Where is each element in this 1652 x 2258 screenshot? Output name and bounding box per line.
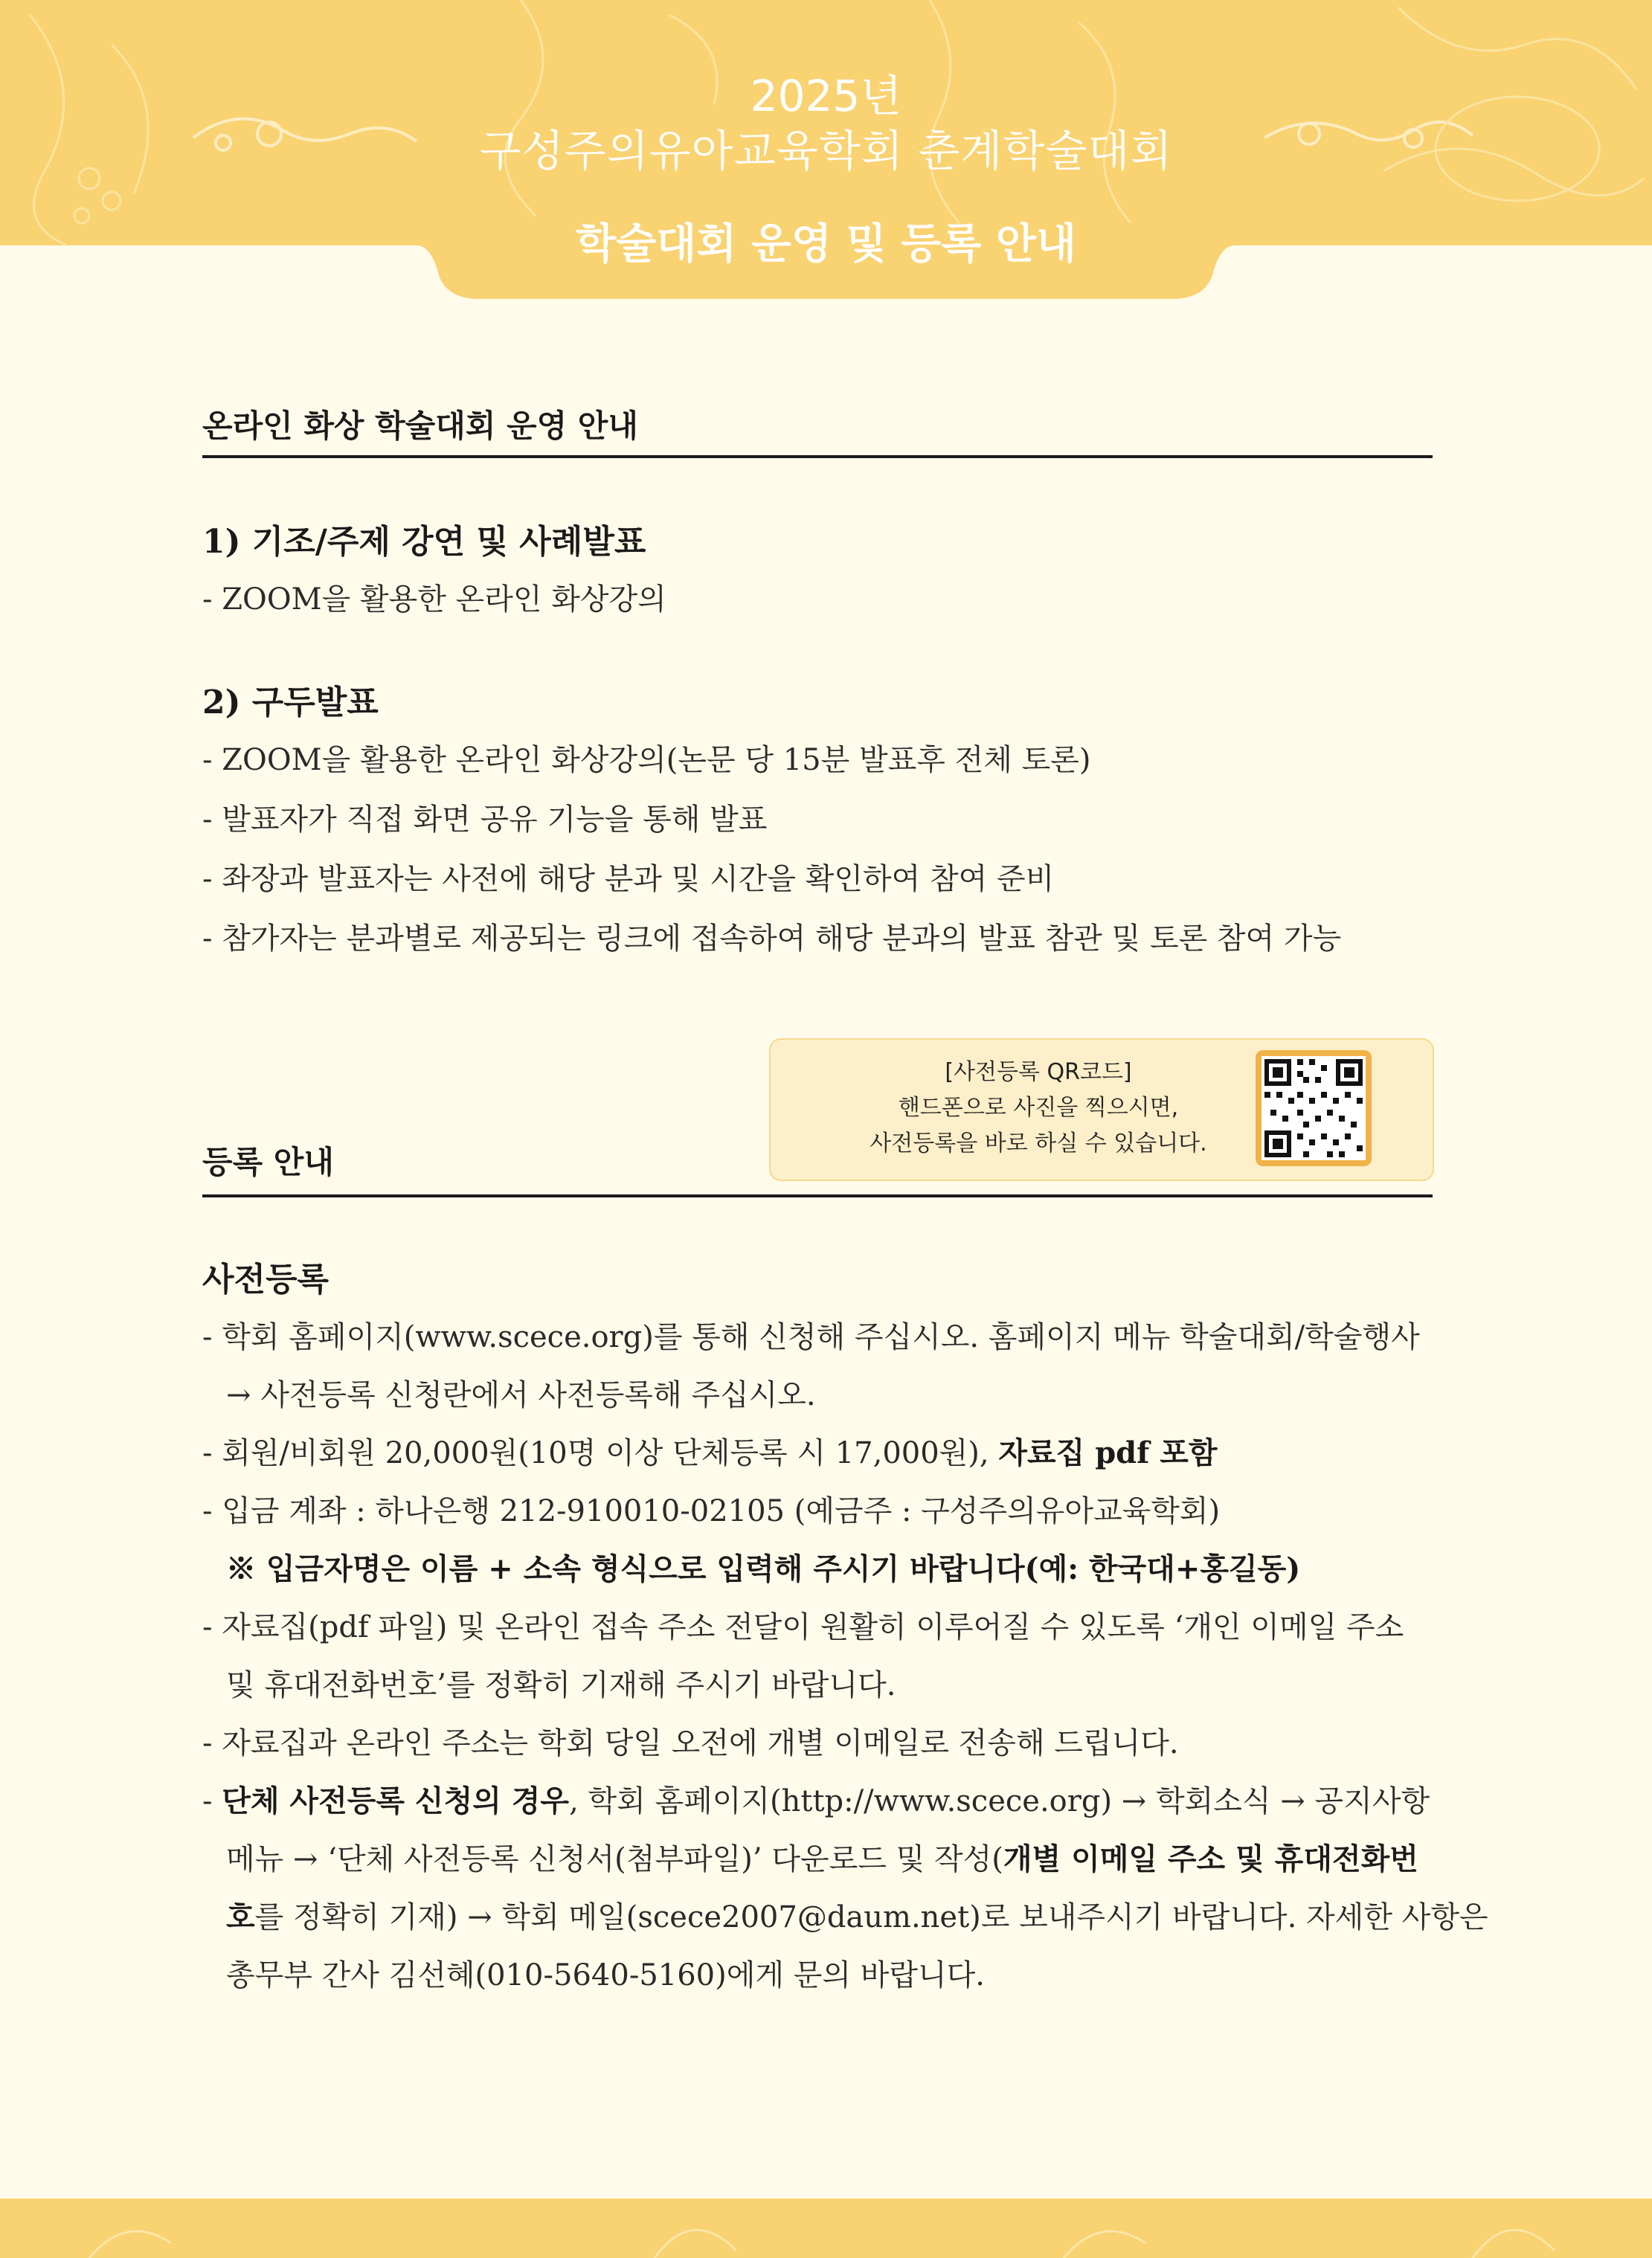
section-title-registration: 등록 안내 [202, 1144, 334, 1180]
bank-account-line: - 입금 계좌 : 하나은행 212-910010-02105 (예금주 : 구성주의유아교육학회) [202, 1494, 1221, 1528]
subheading-oral: 2) 구두발표 [202, 683, 379, 721]
list-item: - ZOOM을 활용한 온라인 화상강의 [202, 582, 666, 617]
list-item: - ZOOM을 활용한 온라인 화상강의(논문 당 15분 발표후 전체 토론) [202, 743, 1091, 777]
footer-band [0, 2199, 1652, 2258]
section-title-online: 온라인 화상 학술대회 운영 안내 [202, 408, 638, 444]
paragraph-line [202, 1778, 1430, 1820]
paragraph-line: → 사전등록 신청란에서 사전등록해 주십시오. [226, 1378, 816, 1412]
list-item: - 참가자는 분과별로 제공되는 링크에 접속하여 해당 분과의 발표 참관 및 토론 참여 가능 [202, 921, 1342, 956]
bold-text: 단체 사전등록 신청의 경우 [222, 1783, 570, 1818]
text-run: , 학회 홈페이지(http://www.scece.org) → 학회소식 → 공지사항 [569, 1784, 1430, 1818]
header-subtitle: 학술대회 운영 및 등록 안내 [575, 220, 1077, 268]
paragraph-line [226, 1894, 1488, 1936]
header-year: 2025년 [750, 71, 902, 121]
contact-line: 총무부 간사 김선혜(010-5640-5160)에게 문의 바랍니다. [226, 1958, 985, 1992]
text-run: 메뉴 → ‘단체 사전등록 신청서(첨부파일)’ 다운로드 및 작성( [226, 1842, 1003, 1876]
bold-text: 자료집 pdf 포함 [998, 1435, 1218, 1470]
list-item: - 좌장과 발표자는 사전에 해당 분과 및 시간을 확인하여 참여 준비 [202, 862, 1055, 896]
paragraph-line [226, 1836, 1418, 1878]
paragraph-line [202, 1429, 1218, 1472]
paragraph-line: - 자료집과 온라인 주소는 학회 당일 오전에 개별 이메일로 전송해 드립니다. [202, 1726, 1179, 1760]
subheading-preregistration: 사전등록 [202, 1261, 330, 1299]
subheading-keynote: 1) 기조/주제 강연 및 사례발표 [202, 523, 646, 561]
qr-title: [사전등록 QR코드] [945, 1059, 1132, 1085]
qr-line-1: 핸드폰으로 사진을 찍으시면, [898, 1095, 1179, 1121]
text-run: 를 정확히 기재) → 학회 메일(scece2007@daum.net)로 보내주시기 바랍니다. 자세한 사항은 [254, 1900, 1488, 1934]
paragraph-line: 및 휴대전화번호’를 정확히 기재해 주시기 바랍니다. [226, 1668, 896, 1702]
list-item: - 발표자가 직접 화면 공유 기능을 통해 발표 [202, 802, 768, 837]
depositor-note: ※ 입금자명은 이름 + 소속 형식으로 입력해 주시기 바랍니다(예: 한국대+홍길동) [226, 1551, 1301, 1586]
qr-line-2: 사전등록을 바로 하실 수 있습니다. [870, 1130, 1207, 1157]
section-divider [202, 1194, 1433, 1197]
header-title: 구성주의유아교육학회 춘계학술대회 [479, 126, 1173, 176]
text-run: - 회원/비회원 20,000원(10명 이상 단체등록 시 17,000원), [202, 1436, 999, 1470]
paragraph-line: - 학회 홈페이지(www.scece.org)를 통해 신청해 주십시오. 홈페이지 메뉴 학술대회/학술행사 [202, 1320, 1420, 1354]
bold-text: 개별 이메일 주소 및 휴대전화번 [1003, 1842, 1418, 1876]
section-divider [202, 455, 1433, 458]
header-banner [0, 0, 1652, 305]
paragraph-line: - 자료집(pdf 파일) 및 온라인 접속 주소 전달이 원활히 이루어질 수 있도록 ‘개인 이메일 주소 [202, 1610, 1404, 1644]
text-run: - [202, 1784, 222, 1818]
bold-text: 호 [226, 1900, 255, 1934]
